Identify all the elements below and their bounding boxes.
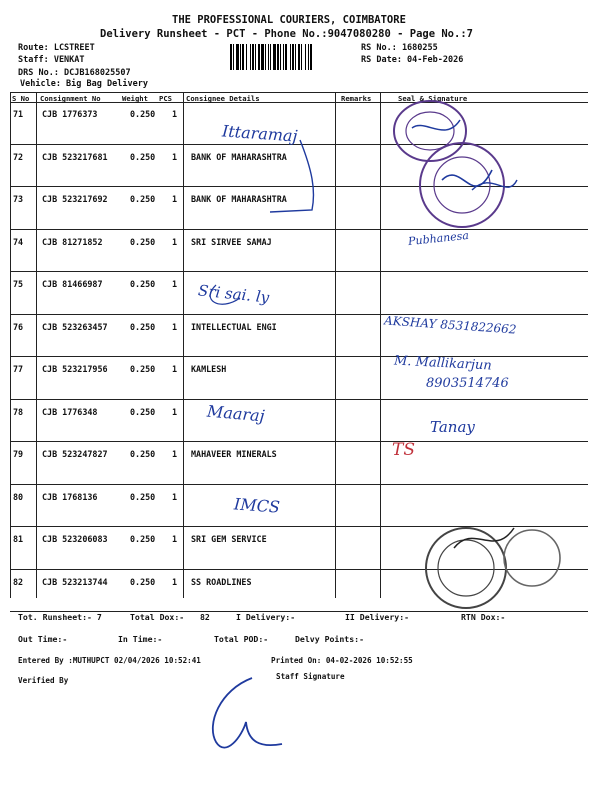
- cell-weight: 0.250: [130, 194, 156, 204]
- cell-consignee: BANK OF MAHARASHTRA: [191, 194, 287, 204]
- delvy-points: Delvy Points:-: [295, 634, 365, 644]
- cell-consignment: CJB 81466987: [42, 279, 103, 289]
- cell-pcs: 1: [172, 449, 178, 459]
- cell-consignment: CJB 523213744: [42, 576, 108, 587]
- out-time: Out Time:-: [18, 634, 68, 644]
- staff: Staff: VENKAT: [18, 55, 85, 65]
- cell-sno: 75: [13, 279, 24, 289]
- cell-pcs: 1: [172, 279, 178, 289]
- cell-consignee: INTELLECTUAL ENGI: [191, 321, 277, 332]
- cell-sno: 78: [13, 406, 24, 417]
- cell-weight: 0.250: [130, 534, 156, 544]
- cell-sno: 77: [13, 364, 24, 374]
- rtn-dox: RTN Dox:-: [461, 612, 506, 622]
- seal-handwriting-78: Tanay: [430, 418, 475, 436]
- col-weight: Weight: [122, 94, 148, 103]
- ii-delivery: II Delivery:-: [345, 612, 410, 622]
- printed-on: Printed On: 04-02-2026 10:52:55: [271, 656, 413, 665]
- cell-pcs: 1: [172, 236, 178, 247]
- i-delivery: I Delivery:-: [236, 612, 296, 622]
- vehicle: Vehicle: Big Bag Delivery: [20, 79, 148, 89]
- cell-weight: 0.250: [130, 406, 156, 417]
- rs-date: RS Date: 04-Feb-2026: [361, 55, 464, 65]
- route: Route: LCSTREET: [18, 43, 95, 53]
- cell-consignee: KAMLESH: [191, 364, 227, 374]
- cell-weight: 0.250: [130, 151, 156, 162]
- cell-consignment: CJB 523217692: [42, 194, 108, 204]
- cell-consignee: BANK OF MAHARASHTRA: [191, 151, 287, 162]
- cell-pcs: 1: [172, 321, 178, 332]
- bank-seal-stamp: [412, 140, 512, 230]
- cell-consignee: MAHAVEER MINERALS: [191, 449, 277, 459]
- seal-handwriting-79: TS: [392, 440, 415, 460]
- cell-sno: 79: [13, 449, 24, 459]
- staff-signature-scribble: [200, 672, 290, 762]
- total-dox-value: 82: [200, 612, 210, 622]
- cell-consignment: CJB 523217956: [42, 364, 108, 374]
- cell-pcs: 1: [172, 576, 178, 587]
- col-pcs: PCS: [159, 94, 172, 103]
- cell-sno: 80: [13, 491, 24, 502]
- cell-consignee: SRI GEM SERVICE: [191, 534, 267, 544]
- cell-weight: 0.250: [130, 279, 156, 289]
- seal-stamp-bottom: [404, 518, 564, 608]
- handwriting-row-80: IMCS: [233, 494, 281, 517]
- seal-handwriting-76: AKSHAY 8531822662: [383, 313, 517, 337]
- total-dox-label: Total Dox:-: [130, 612, 185, 622]
- cell-sno: 71: [13, 109, 24, 119]
- verified-by: Verified By: [18, 676, 69, 685]
- rs-number: RS No.: 1680255: [361, 43, 438, 53]
- cell-sno: 74: [13, 236, 24, 247]
- cell-consignee: SRI SIRVEE SAMAJ: [191, 236, 272, 247]
- cell-consignment: CJB 81271852: [42, 236, 103, 247]
- cell-consignment: CJB 1776348: [42, 406, 98, 417]
- company-title: THE PROFESSIONAL COURIERS, COIMBATORE: [172, 14, 406, 26]
- cell-pcs: 1: [172, 151, 178, 162]
- cell-weight: 0.250: [130, 491, 156, 502]
- col-sno: S No: [12, 94, 30, 103]
- entered-by: Entered By :MUTHUPCT 02/04/2026 10:52:41: [18, 656, 201, 665]
- cell-sno: 81: [13, 534, 24, 544]
- cell-consignment: CJB 523217681: [42, 151, 108, 162]
- col-seal: Seal & Signature: [398, 94, 468, 103]
- cell-sno: 72: [13, 151, 24, 162]
- cell-pcs: 1: [172, 364, 178, 374]
- cell-pcs: 1: [172, 194, 178, 204]
- total-pod: Total POD:-: [214, 634, 269, 644]
- col-consignee: Consignee Details: [186, 94, 260, 103]
- handwriting-row-75: Sri sai. ly: [197, 281, 271, 307]
- cell-consignment: CJB 523206083: [42, 534, 108, 544]
- drs-number: DRS No.: DCJB168025507: [18, 68, 131, 78]
- handwriting-row-78: Maaraj: [206, 401, 266, 426]
- runsheet-subtitle: Delivery Runsheet - PCT - Phone No.:9047080280 - Page No.:7: [100, 28, 473, 40]
- cell-weight: 0.250: [130, 576, 156, 587]
- cell-consignment: CJB 1776373: [42, 109, 98, 119]
- col-consignment: Consignment No: [40, 94, 101, 103]
- cell-sno: 82: [13, 576, 24, 587]
- seal-handwriting-77-name: M. Mallikarjun: [393, 353, 493, 374]
- cell-sno: 76: [13, 321, 24, 332]
- cell-weight: 0.250: [130, 364, 156, 374]
- cell-pcs: 1: [172, 534, 178, 544]
- cell-weight: 0.250: [130, 236, 156, 247]
- cell-weight: 0.250: [130, 321, 156, 332]
- cell-consignment: CJB 523263457: [42, 321, 108, 332]
- in-time: In Time:-: [118, 634, 163, 644]
- cell-pcs: 1: [172, 491, 178, 502]
- cell-weight: 0.250: [130, 449, 156, 459]
- cell-consignee: SS ROADLINES: [191, 576, 252, 587]
- cell-sno: 73: [13, 194, 24, 204]
- cell-weight: 0.250: [130, 109, 156, 119]
- staff-signature-label: Staff Signature: [276, 672, 345, 681]
- cell-consignment: CJB 523247827: [42, 449, 108, 459]
- cell-pcs: 1: [172, 109, 178, 119]
- handwriting-row-71: Ittaramaj: [221, 121, 299, 146]
- seal-handwriting-74: Pubhanesa: [407, 228, 470, 249]
- cell-pcs: 1: [172, 406, 178, 417]
- col-remarks: Remarks: [341, 94, 372, 103]
- cell-consignment: CJB 1768136: [42, 491, 98, 502]
- tot-runsheet: Tot. Runsheet:- 7: [18, 612, 102, 622]
- seal-handwriting-77-phone: 8903514746: [426, 376, 509, 391]
